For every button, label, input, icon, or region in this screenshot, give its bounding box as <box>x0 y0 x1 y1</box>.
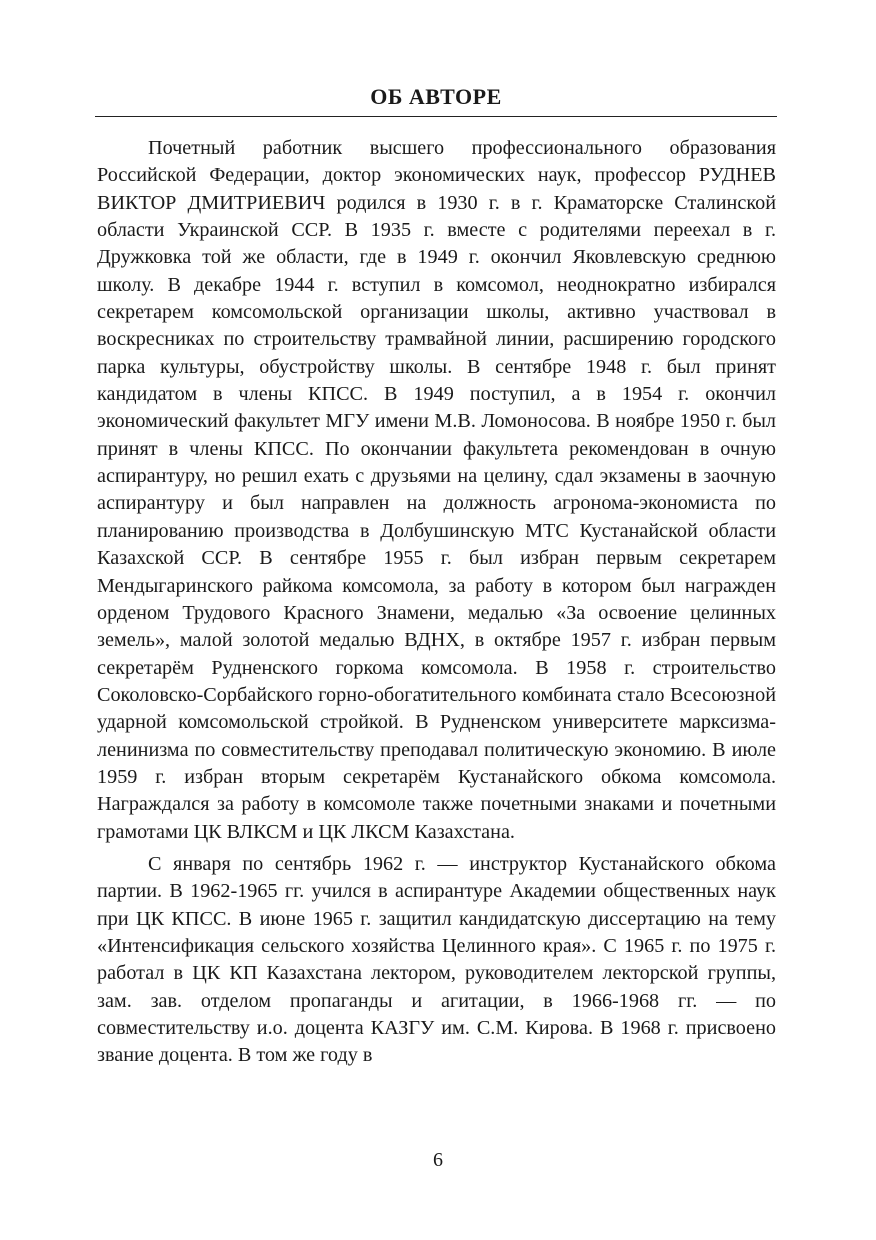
heading-rule <box>95 116 777 117</box>
page-number: 6 <box>433 1149 443 1171</box>
paragraph-1: Почетный работник высшего профессионального образования Российской Федерации, доктор экономических наук, профессор РУДНЕВ ВИКТОР ДМИТРИЕВИЧ родился в 1930 г. в г. Краматорске Сталинской области Украинской ССР. В 1935 г. вместе с родителями переехал в г. Дружковка той же области, где в 1949 г. окончил Яковлевскую среднюю школу. В декабре 1944 г. вступил в комсомол, неоднократно избирался секретарем комсомольской организации школы, активно участвовал в воскресниках по строительству трамвайной линии, расширению городского парка культуры, обустройству школы. В сентябре 1948 г. был принят кандидатом в члены КПСС. В 1949 поступил, а в 1954 г. окончил экономический факультет МГУ имени М.В. Ломоносова. В ноябре 1950 г. был принят в члены КПСС. По окончании факультета рекомендован в очную аспирантуру, но решил ехать с друзьями на целину, сдал экзамены в заочную аспирантуру и был направлен на должность агронома-экономиста по планированию производства в Долбушинскую МТС Кустанайской области Казахской ССР. В сентябре 1955 г. был избран первым секретарем Мендыгаринского райкома комсомола, за работу в котором был награжден орденом Трудового Красного Знамени, медалью «За освоение целинных земель», малой золотой медалью ВДНХ, в октябре 1957 г. избран первым секретарём Рудненского горкома комсомола. В 1958 г. строительство Соколовско-Сорбайского горно-обогатительного комбината стало Всесоюзной ударной комсомольской стройкой. В Рудненском университете марксизма-ленинизма по совместительству преподавал политическую экономию. В июле 1959 г. избран вторым секретарём Кустанайского обкома комсомола. Награждался за работу в комсомоле также почетными знаками и почетными грамотами ЦК ВЛКСМ и ЦК ЛКСМ Казахстана. <box>97 137 776 843</box>
section-heading: ОБ АВТОРЕ <box>370 84 502 109</box>
paragraph-2: С января по сентябрь 1962 г. — инструктор Кустанайского обкома партии. В 1962-1965 гг. учился в аспирантуре Академии общественных наук при ЦК КПСС. В июне 1965 г. защитил кандидатскую диссертацию на тему «Интенсификация сельского хозяйства Целинного края». С 1965 г. по 1975 г. работал в ЦК КП Казахстана лектором, руководителем лекторской группы, зам. зав. отделом пропаганды и агитации, в 1966-1968 гг. — по совместительству и.о. доцента КАЗГУ им. С.М. Кирова. В 1968 г. присвоено звание доцента. В том же году в <box>97 852 776 1067</box>
body-text <box>97 135 776 1070</box>
